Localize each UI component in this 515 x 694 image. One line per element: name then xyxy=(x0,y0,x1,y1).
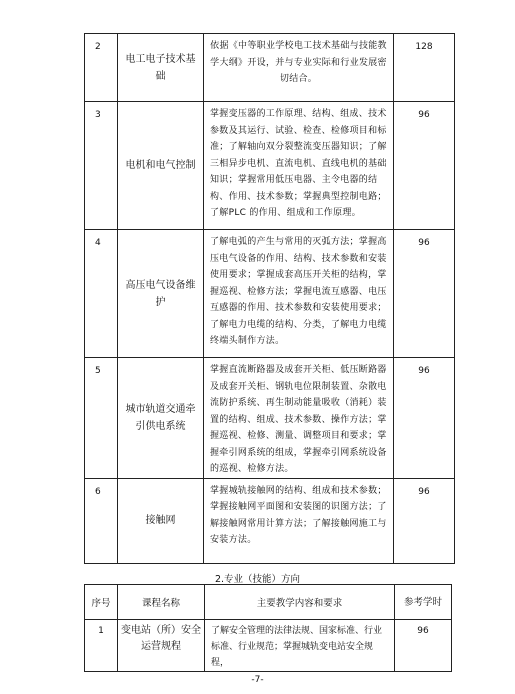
section-title: 2.专业（技能）方向 xyxy=(214,574,301,585)
course-name: 电工电子技术基础 xyxy=(118,34,204,102)
course-hours: 96 xyxy=(394,478,455,563)
course-hours: 96 xyxy=(394,102,455,230)
course-number: 2 xyxy=(85,34,118,102)
course-hours: 128 xyxy=(394,34,455,102)
table-row xyxy=(85,230,455,358)
table-row xyxy=(85,102,455,230)
course-table xyxy=(84,33,455,564)
course-hours: 96 xyxy=(394,358,455,479)
direction-course-table xyxy=(84,584,452,672)
table-header-row xyxy=(85,585,452,620)
course-number: 6 xyxy=(85,478,118,563)
table-row xyxy=(85,34,455,102)
page-number: -7- xyxy=(251,675,264,685)
table-row xyxy=(85,478,455,563)
course-content: 掌握变压器的工作原理、结构、组成、技术参数及其运行、试验、检查、检修项目和标准；了解轴向双分裂整流变压器知识；了解三相异步电机、直流电机、直线电机的基础知识；掌握常用低压电器、主令电器的结构、作用、技术参数；掌握典型控制电路；了解PLC 的作用、组成和工作原理。 xyxy=(204,102,394,230)
course-name: 接触网 xyxy=(118,478,204,563)
course-number: 5 xyxy=(85,358,118,479)
course-hours: 96 xyxy=(395,620,452,672)
course-name: 高压电气设备维护 xyxy=(118,230,204,358)
course-number: 4 xyxy=(85,230,118,358)
table-row xyxy=(85,620,452,672)
table-row xyxy=(85,358,455,479)
column-header-name: 课程名称 xyxy=(118,585,205,620)
course-number: 3 xyxy=(85,102,118,230)
course-content: 了解安全管理的法律法规、国家标准、行业标准、行业规范；掌握城轨变电站安全规程， xyxy=(205,620,395,672)
column-header-hours: 参考学时 xyxy=(395,585,452,620)
column-header-number: 序号 xyxy=(85,585,118,620)
course-name: 变电站（所）安全运营规程 xyxy=(118,620,205,672)
course-name: 城市轨道交通牵引供电系统 xyxy=(118,358,204,479)
course-content: 掌握直流断路器及成套开关柜、低压断路器及成套开关柜、钢轨电位限制装置、杂散电流防护系统、再生制动能量吸收（消耗）装置的结构、组成、技术参数、操作方法；掌握巡视、检修、测量、调整项目和要求；掌握牵引网系统的组成，掌握牵引网系统设备的巡视、检修方法。 xyxy=(204,358,394,479)
column-header-content: 主要教学内容和要求 xyxy=(205,585,395,620)
course-name: 电机和电气控制 xyxy=(118,102,204,230)
course-number: 1 xyxy=(85,620,118,672)
course-content: 掌握城轨接触网的结构、组成和技术参数；掌握接触网平面图和安装图的识图方法；了解接触网常用计算方法；了解接触网施工与安装方法。 xyxy=(204,478,394,563)
course-hours: 96 xyxy=(394,230,455,358)
course-content: 了解电弧的产生与常用的灭弧方法；掌握高压电气设备的作用、结构、技术参数和安装使用要求；掌握成套高压开关柜的结构，掌握巡视、检修方法；掌握电流互感器、电压互感器的作用、技术参数和安装使用要求；了解电力电缆的结构、分类，了解电力电缆终端头制作方法。 xyxy=(204,230,394,358)
course-content: 依据《中等职业学校电工技术基础与技能教学大纲》开设，并与专业实际和行业发展密切结合。 xyxy=(204,34,394,102)
